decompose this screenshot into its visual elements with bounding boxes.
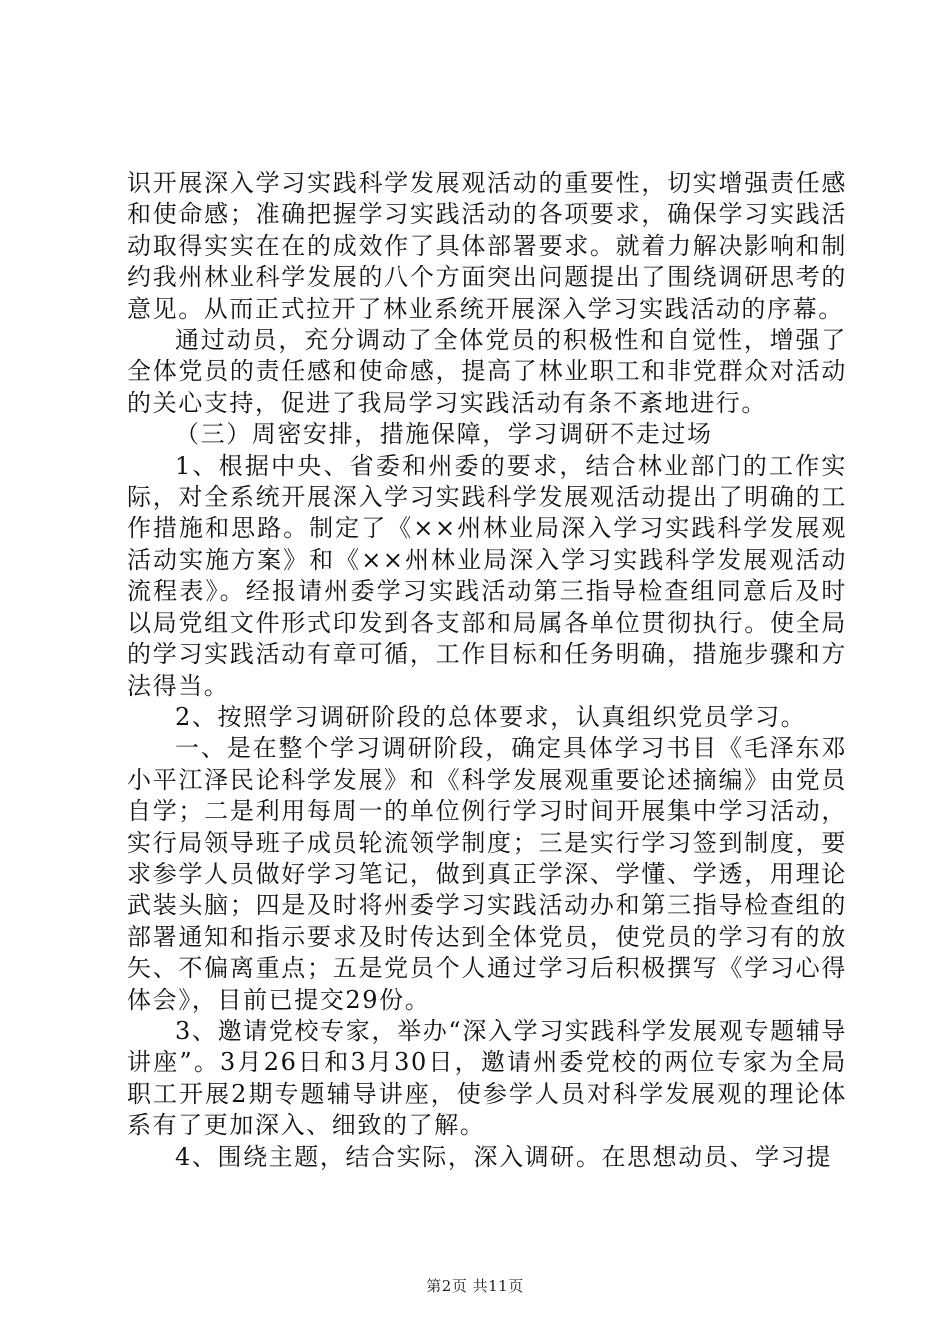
paragraph-item-2: 2、按照学习调研阶段的总体要求，认真组织党员学习。 <box>175 702 807 731</box>
paragraph-continuation: 识开展深入学习实践科学发展观活动的重要性，切实增强责任感和使命感；准确把握学习实践活动的各项要求，确保学习实践活动取得实实在在的成效作了具体部署要求。就着力解决影响和制约我州林业科学发展的八个方面突出问题提出了围绕调研思考的意见。从而正式拉开了林业系统开展深入学习实践活动的序幕。 <box>127 169 847 323</box>
paragraph-study-measures: 一、是在整个学习调研阶段，确定具体学习书目《毛泽东邓小平江泽民论科学发展》和《科学发展观重要论述摘编》由党员自学；二是利用每周一的单位例行学习时间开展集中学习活动，实行局领导班子成员轮流领学制度；三是实行学习签到制度，要求参学人员做好学习笔记，做到真正学深、学懂、学透，用理论武装头脑；四是及时将州委学习实践活动办和第三指导检查组的部署通知和指示要求及时传达到全体党员，使党员的学习有的放矢、不偏离重点；五是党员个人通过学习后积极撰写《学习心得体会》，目前已提交29份。 <box>127 734 847 1014</box>
paragraph-item-1: 1、根据中央、省委和州委的要求，结合林业部门的工作实际，对全系统开展深入学习实践科学发展观活动提出了明确的工作措施和思路。制定了《××州林业局深入学习实践科学发展观活动实施方案》和《××州林业局深入学习实践科学发展观活动流程表》。经报请州委学习实践活动第三指导检查组同意后及时以局党组文件形式印发到各支部和局属各单位贯彻执行。使全局的学习实践活动有章可循，工作目标和任务明确，措施步骤和方法得当。 <box>127 451 847 700</box>
document-body <box>127 168 847 1173</box>
section-heading: （三）周密安排，措施保障，学习调研不走过场 <box>175 420 713 449</box>
paragraph-item-3: 3、邀请党校专家，举办“深入学习实践科学发展观专题辅导讲座”。3月26日和3月30日，邀请州委党校的两位专家为全局职工开展2期专题辅导讲座，使参学人员对科学发展观的理论体系有了更加深入、细致的了解。 <box>127 1016 847 1140</box>
paragraph-mobilization: 通过动员，充分调动了全体党员的积极性和自觉性，增强了全体党员的责任感和使命感，提高了林业职工和非党群众对活动的关心支持，促进了我局学习实践活动有条不紊地进行。 <box>127 326 847 417</box>
page-footer: 第2页 共11页 <box>426 1277 524 1295</box>
paragraph-item-4: 4、围绕主题，结合实际，深入调研。在思想动员、学习提 <box>175 1142 832 1171</box>
